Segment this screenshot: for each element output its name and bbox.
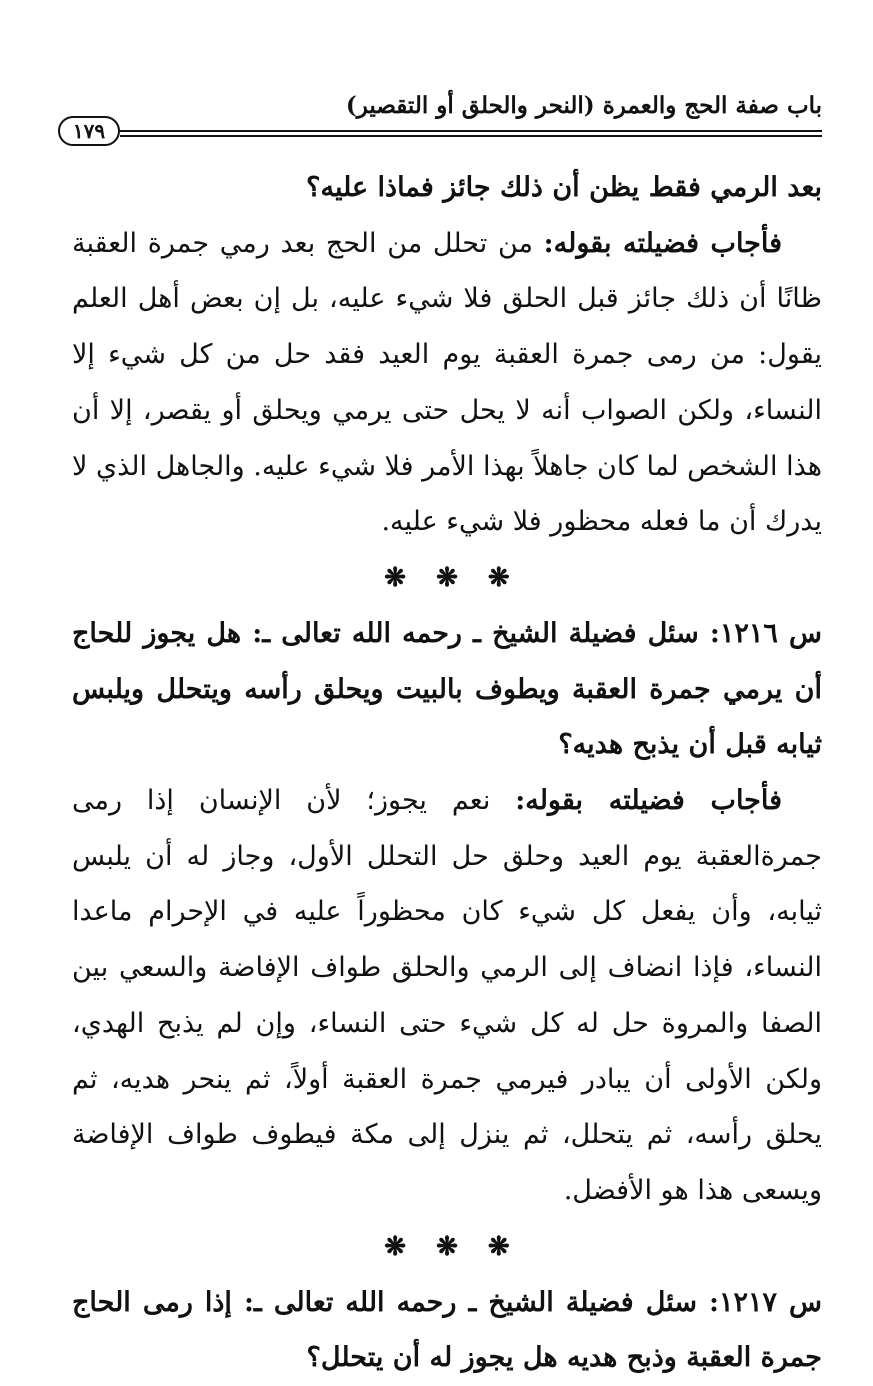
answer-paragraph [72,773,822,1219]
asterism-icon: ❋ [384,562,407,593]
answer-text: نعم يجوز؛ لأن الإنسان إذا رمى جمرةالعقبة يوم العيد وحلق حل التحلل الأول، وجاز له أن يلبس ثيابه، وأن يفعل كل شيء كان محظوراً عليه في الإحرام ماعدا النساء، فإذا انضاف إلى الرمي والحلق طواف الإفاضة والسعي بين الصفا والمروة حل له كل شيء حتى النساء، وإن لم يذبح الهدي، ولكن الأولى أن يبادر فيرمي جمرة العقبة أولاً، ثم ينحر هديه، ثم يحلق رأسه، ثم يتحلل، ثم ينزل إلى مكة فيطوف طواف الإفاضة ويسعى هذا هو الأفضل. [72,785,822,1206]
running-header [58,92,822,152]
asterism-icon: ❋ [436,1231,458,1262]
question-continuation: بعد الرمي فقط يظن أن ذلك جائز فماذا عليه؟ [306,172,822,203]
header-rule [120,135,822,137]
answer-paragraph [72,216,822,550]
question-1217: س ١٢١٧: سئل فضيلة الشيخ ـ رحمه الله تعالى ـ: إذا رمى الحاج جمرة العقبة وذبح هديه هل يجوز له أن يتحلل؟ [72,1286,822,1374]
section-separator [72,1219,822,1275]
section-separator [72,550,822,606]
asterism-icon: ❋ [384,1231,407,1262]
page-number: ١٧٩ [58,116,120,146]
asterism-icon: ❋ [436,562,458,593]
asterism-icon: ❋ [487,1231,510,1262]
answer-text: من تحلل من الحج بعد رمي جمرة العقبة ظانًا أن ذلك جائز قبل الحلق فلا شيء عليه، بل إن بعض أهل العلم يقول: من رمى جمرة العقبة يوم العيد فقد حل من كل شيء إلا النساء، ولكن الصواب أنه لا يحل حتى يرمي ويحلق أو يقصر، إلا أن هذا الشخص لما كان جاهلاً بهذا الأمر فلا شيء عليه. والجاهل الذي لا يدرك أن ما فعله محظور فلا شيء عليه. [72,227,822,538]
chapter-title: باب صفة الحج والعمرة (النحر والحلق أو التقصير) [345,92,822,119]
question-1216: س ١٢١٦: سئل فضيلة الشيخ ـ رحمه الله تعالى ـ: هل يجوز للحاج أن يرمي جمرة العقبة ويطوف بالبيت ويحلق رأسه ويتحلل ويلبس ثيابه قبل أن يذبح هديه؟ [72,617,823,761]
answer-lead: فأجاب فضيلته بقوله: [543,227,783,259]
asterism-icon: ❋ [487,562,510,593]
answer-lead: فأجاب فضيلته بقوله: [515,785,782,817]
page-body [72,160,822,1386]
header-rule [120,130,822,132]
